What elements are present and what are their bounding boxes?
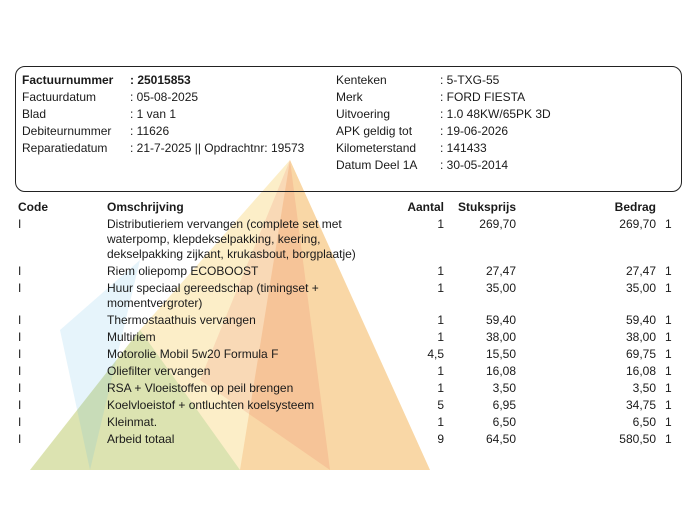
row-unit-price: 64,50 (485, 432, 516, 446)
row-unit-price: 38,00 (485, 330, 516, 344)
col-description: Omschrijving (107, 200, 184, 214)
header-label: Uitvoering (336, 107, 391, 121)
header-label: Datum Deel 1A (336, 158, 418, 172)
row-quantity: 1 (437, 415, 444, 429)
header-value: : 05-08-2025 (130, 90, 199, 104)
row-unit-price: 16,08 (485, 364, 516, 378)
header-value: : 1.0 48KW/65PK 3D (440, 107, 551, 121)
header-label: Blad (22, 107, 47, 121)
row-flag: 1 (665, 364, 672, 378)
row-flag: 1 (665, 330, 672, 344)
header-label: Factuurdatum (22, 90, 97, 104)
row-quantity: 1 (437, 330, 444, 344)
row-description: Arbeid totaal (107, 432, 175, 446)
row-code: I (18, 415, 22, 429)
row-quantity: 5 (437, 398, 444, 412)
col-unit-price: Stuksprijs (458, 200, 517, 214)
row-code: I (18, 313, 22, 327)
row-quantity: 1 (437, 281, 444, 295)
row-flag: 1 (665, 281, 672, 295)
row-amount: 3,50 (632, 381, 656, 395)
row-amount: 269,70 (619, 217, 656, 231)
row-flag: 1 (665, 217, 672, 231)
header-value: : 5-TXG-55 (440, 73, 500, 87)
row-quantity: 1 (437, 381, 444, 395)
row-code: I (18, 398, 22, 412)
row-unit-price: 27,47 (485, 264, 516, 278)
row-unit-price: 6,50 (492, 415, 516, 429)
row-description: Kleinmat. (107, 415, 158, 429)
row-flag: 1 (665, 347, 672, 361)
header-label: Merk (336, 90, 363, 104)
row-flag: 1 (665, 432, 672, 446)
row-unit-price: 3,50 (492, 381, 516, 395)
row-code: I (18, 281, 22, 295)
row-amount: 35,00 (625, 281, 656, 295)
row-unit-price: 59,40 (485, 313, 516, 327)
row-amount: 59,40 (625, 313, 656, 327)
row-unit-price: 15,50 (485, 347, 516, 361)
header-label: Reparatiedatum (22, 141, 108, 155)
row-flag: 1 (665, 398, 672, 412)
row-code: I (18, 217, 22, 231)
row-code: I (18, 381, 22, 395)
row-flag: 1 (665, 415, 672, 429)
row-amount: 69,75 (625, 347, 656, 361)
row-quantity: 1 (437, 264, 444, 278)
row-code: I (18, 432, 22, 446)
header-label: Factuurnummer (22, 73, 114, 87)
header-value: : 11626 (130, 124, 170, 138)
row-code: I (18, 347, 22, 361)
header-value: : 30-05-2014 (440, 158, 509, 172)
row-description: Distributieriem vervangen (complete set met waterpomp, klepdekselpakking, keering, dekselpakking zijkant, krukasbout, borgplaatje) (107, 217, 356, 261)
row-code: I (18, 364, 22, 378)
row-description: Koelvloeistof + ontluchten koelsysteem (107, 398, 315, 412)
header-value: : 1 van 1 (130, 107, 177, 121)
header-value: : 141433 (440, 141, 487, 155)
row-quantity: 4,5 (427, 347, 444, 361)
col-quantity: Aantal (407, 200, 444, 214)
header-value: : 19-06-2026 (440, 124, 509, 138)
row-description: Oliefilter vervangen (107, 364, 211, 378)
header-value: : FORD FIESTA (440, 90, 526, 104)
row-description: RSA + Vloeistoffen op peil brengen (107, 381, 294, 395)
row-amount: 27,47 (625, 264, 656, 278)
row-amount: 6,50 (632, 415, 656, 429)
row-amount: 34,75 (625, 398, 656, 412)
row-code: I (18, 264, 22, 278)
row-description: Thermostaathuis vervangen (107, 313, 256, 327)
row-quantity: 1 (437, 313, 444, 327)
header-label: Debiteurnummer (22, 124, 112, 138)
row-flag: 1 (665, 264, 672, 278)
row-description: Multiriem (107, 330, 156, 344)
row-unit-price: 6,95 (492, 398, 516, 412)
row-flag: 1 (665, 381, 672, 395)
row-amount: 580,50 (619, 432, 656, 446)
row-quantity: 1 (437, 217, 444, 231)
row-unit-price: 269,70 (479, 217, 516, 231)
row-description: Riem oliepomp ECOBOOST (107, 264, 259, 278)
row-code: I (18, 330, 22, 344)
row-unit-price: 35,00 (485, 281, 516, 295)
header-value: : 25015853 (130, 73, 191, 87)
row-amount: 16,08 (625, 364, 656, 378)
row-quantity: 1 (437, 364, 444, 378)
header-label: Kilometerstand (336, 141, 417, 155)
header-value: : 21-7-2025 || Opdrachtnr: 19573 (130, 141, 305, 155)
col-amount: Bedrag (614, 200, 656, 214)
row-description: Huur speciaal gereedschap (timingset + momentvergroter) (107, 281, 319, 310)
header-label: APK geldig tot (336, 124, 413, 138)
header-label: Kenteken (336, 73, 387, 87)
row-description: Motorolie Mobil 5w20 Formula F (107, 347, 279, 361)
row-quantity: 9 (437, 432, 444, 446)
row-flag: 1 (665, 313, 672, 327)
col-code: Code (18, 200, 48, 214)
row-amount: 38,00 (625, 330, 656, 344)
